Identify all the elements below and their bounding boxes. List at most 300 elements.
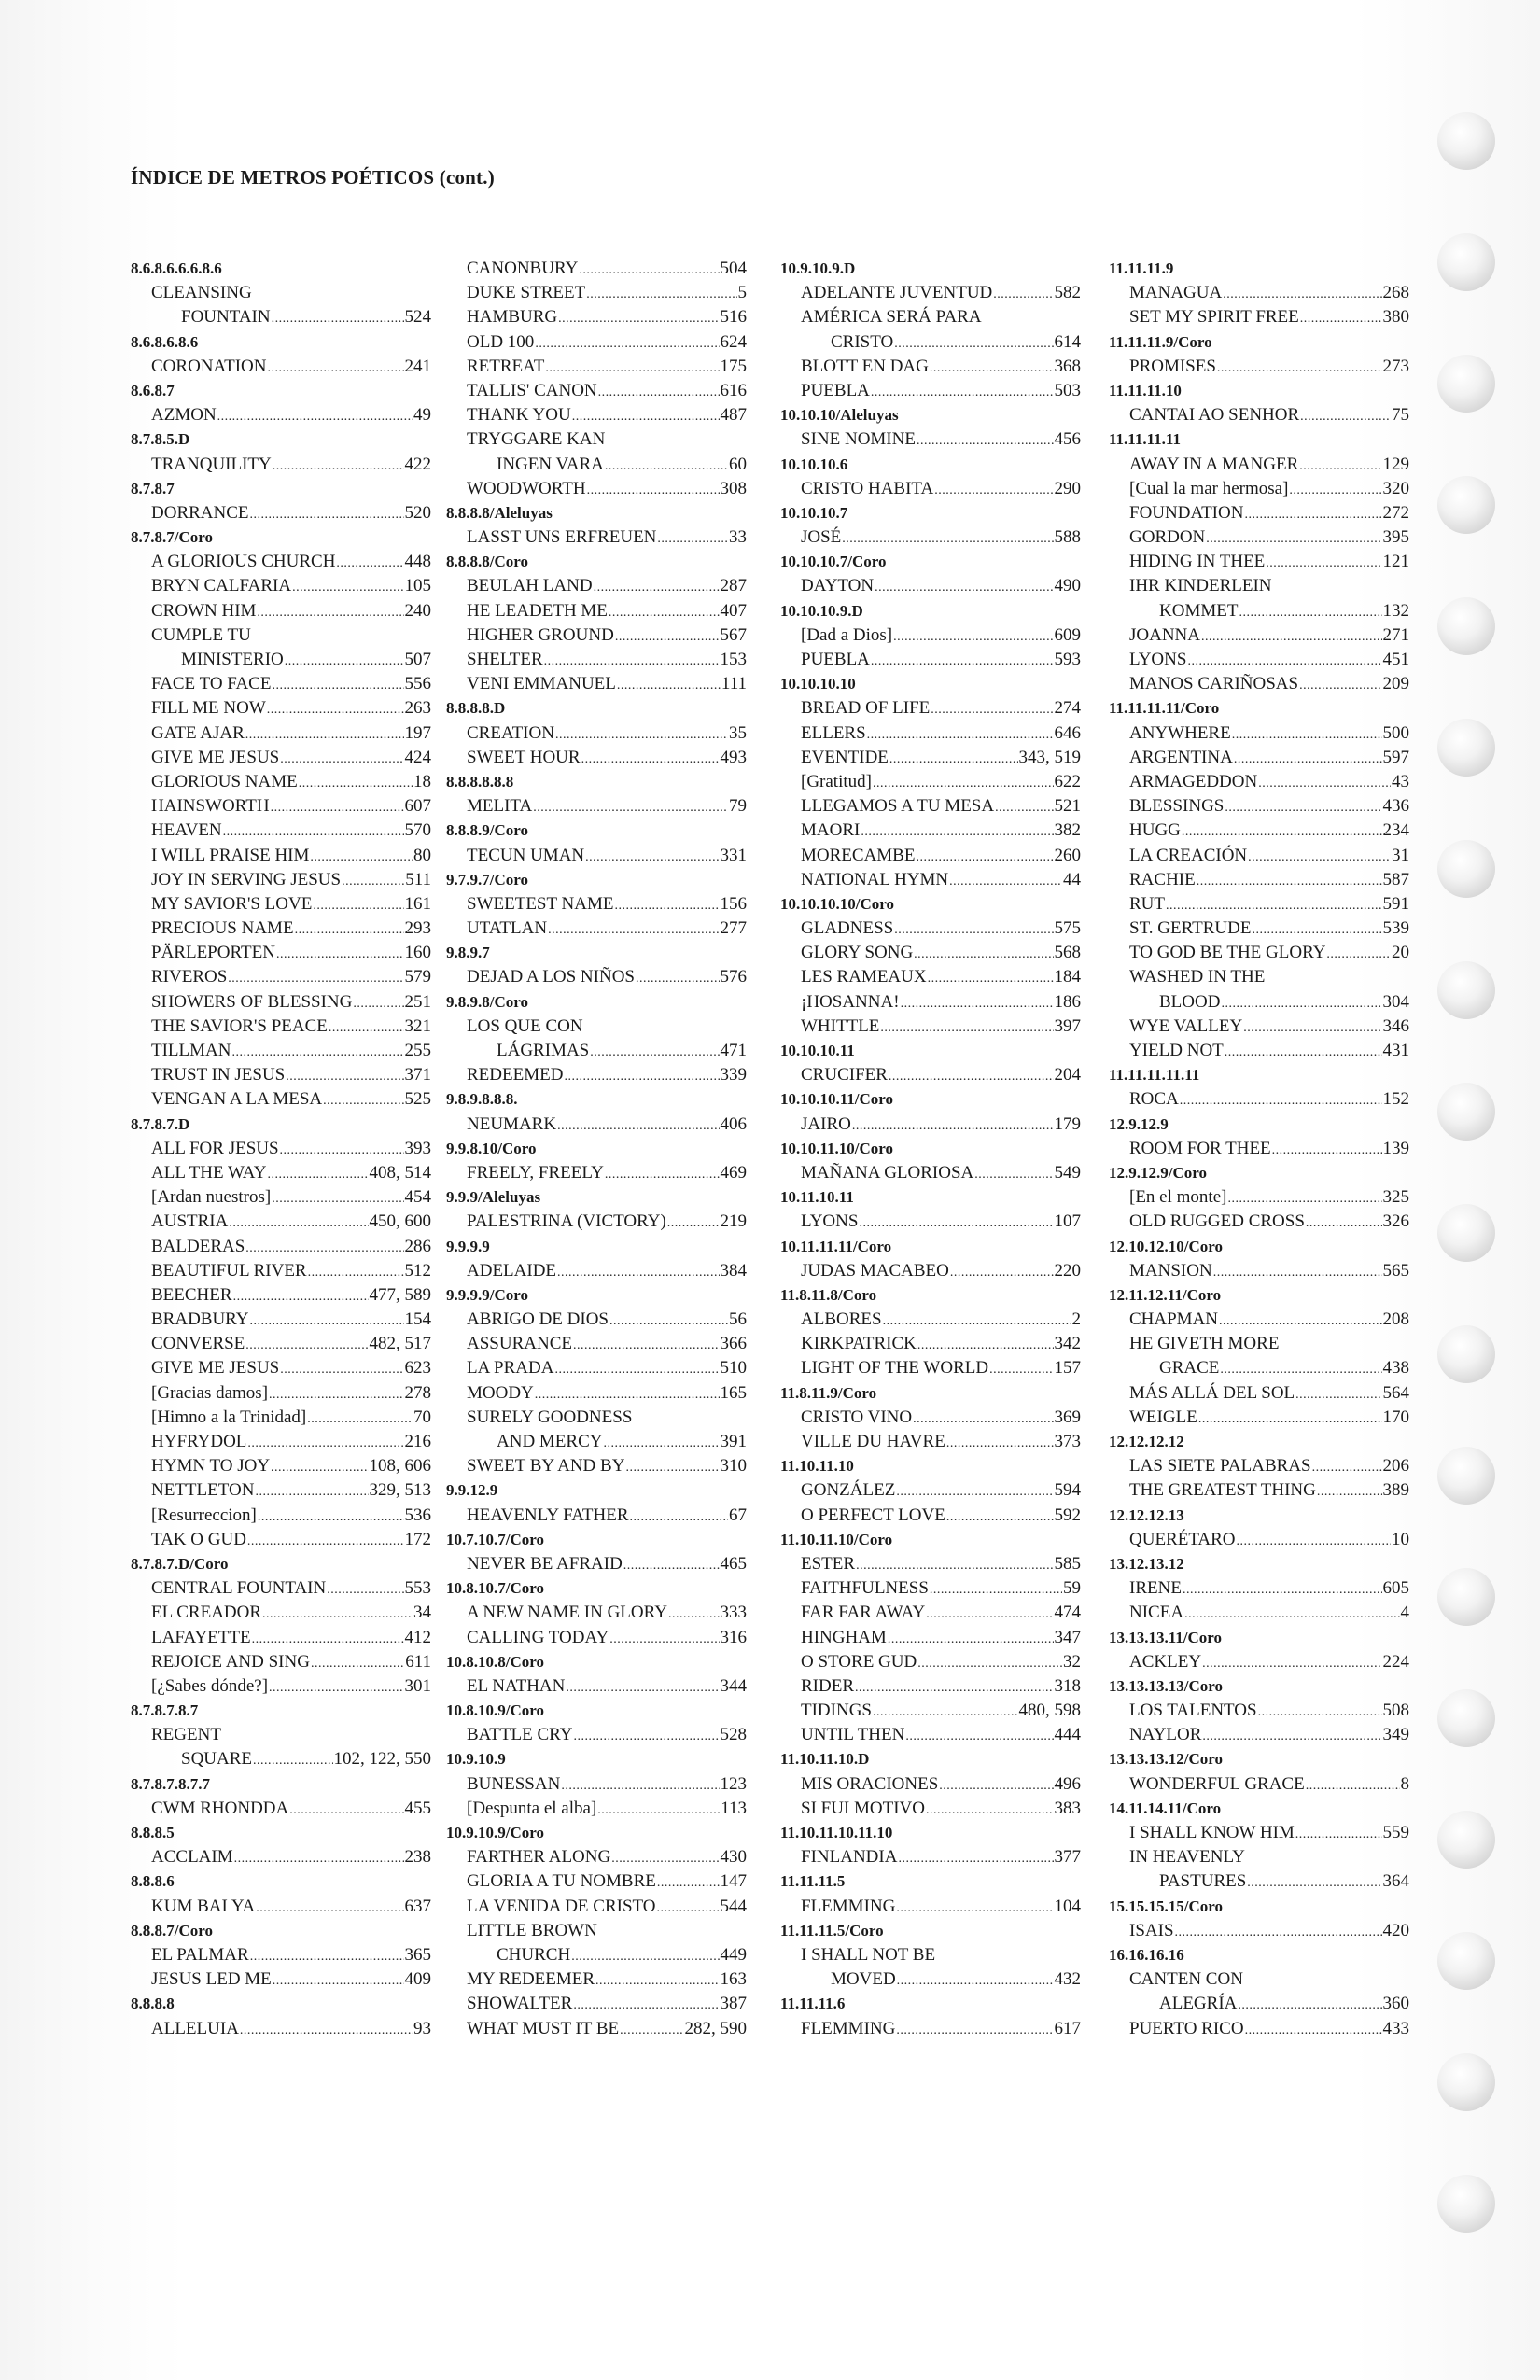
meter-heading: 10.10.10.11/Coro xyxy=(780,1090,894,1109)
dot-leader xyxy=(280,1137,404,1161)
tune-name: LAFAYETTE xyxy=(151,1627,251,1647)
hymn-number: 507 xyxy=(404,650,431,669)
meter-heading: 12.9.12.9 xyxy=(1109,1114,1169,1133)
hymn-number: 333 xyxy=(720,1603,747,1623)
hymn-number: 616 xyxy=(720,380,747,400)
index-entry xyxy=(1109,1454,1409,1478)
tune-name: HYFRYDOL xyxy=(151,1432,247,1451)
hymn-number: 251 xyxy=(404,991,431,1012)
index-entry xyxy=(446,1356,747,1380)
dot-leader xyxy=(245,1235,403,1259)
meter-heading: 11.8.11.9/Coro xyxy=(780,1383,877,1402)
tune-name: CHAPMAN xyxy=(1129,1309,1219,1330)
dot-leader xyxy=(285,648,404,672)
index-entry xyxy=(1109,990,1409,1015)
hymn-number: 325 xyxy=(1382,1187,1409,1208)
meter-heading: 12.12.12.13 xyxy=(1109,1505,1184,1524)
index-entry xyxy=(131,1674,431,1699)
hymn-number: 343, 519 xyxy=(1018,747,1081,767)
tune-name: CRISTO HABITA xyxy=(801,478,934,498)
index-entry xyxy=(131,1504,431,1528)
dot-leader xyxy=(873,1699,1018,1723)
index-entry xyxy=(780,1601,1081,1625)
hymn-number: 412 xyxy=(404,1627,431,1647)
meter-heading: 8.6.8.6.6.6.8.6 xyxy=(131,259,222,277)
index-entry xyxy=(1109,623,1409,648)
index-entry xyxy=(446,1601,747,1625)
index-entry xyxy=(131,1478,431,1503)
hymn-number: 308 xyxy=(720,478,747,498)
dot-leader xyxy=(1243,1015,1381,1039)
tune-name-continued: CLEANSING xyxy=(151,283,252,303)
index-entry xyxy=(446,525,747,550)
index-entry xyxy=(1109,403,1409,427)
hymn-number: 75 xyxy=(1392,405,1409,426)
hymn-number: 286 xyxy=(404,1236,431,1256)
index-entry xyxy=(1109,1259,1409,1283)
hymn-number: 35 xyxy=(729,722,747,743)
tune-name: HIDING IN THEE xyxy=(1129,552,1266,572)
dot-leader xyxy=(572,403,720,427)
index-entry xyxy=(1109,1039,1409,1063)
dot-leader xyxy=(1252,917,1381,941)
hymn-number: 587 xyxy=(1382,869,1409,889)
hymn-number: 622 xyxy=(1054,771,1081,791)
hymn-number: 431 xyxy=(1382,1041,1409,1060)
dot-leader xyxy=(605,453,728,477)
hymn-number: 588 xyxy=(1054,527,1081,548)
tune-name: AZMON xyxy=(151,405,217,426)
dot-leader xyxy=(1213,1259,1382,1283)
hymn-number: 206 xyxy=(1382,1456,1409,1477)
dot-leader xyxy=(535,330,719,355)
dot-leader xyxy=(229,1210,368,1234)
dot-leader xyxy=(1239,599,1381,623)
hymn-number: 593 xyxy=(1054,650,1081,669)
index-entry xyxy=(446,1308,747,1332)
tune-name: MANOS CARIÑOSAS xyxy=(1129,674,1299,694)
meter-heading: 8.7.8.7.8.7.7 xyxy=(131,1774,210,1793)
index-entry xyxy=(446,1869,747,1894)
tune-name: CROWN HIM xyxy=(151,600,257,621)
hymn-number: 617 xyxy=(1054,2018,1081,2038)
dot-leader xyxy=(1289,477,1381,501)
index-entry xyxy=(131,355,431,379)
hymn-number: 175 xyxy=(720,356,747,376)
tune-name: FINLANDIA xyxy=(801,1847,898,1868)
hymn-number: 454 xyxy=(404,1187,431,1208)
hymn-number: 282, 590 xyxy=(684,2018,747,2038)
hymn-number: 33 xyxy=(729,527,747,548)
tune-name: CRISTO xyxy=(831,331,894,352)
dot-leader xyxy=(258,1504,404,1528)
tune-name: HIGHER GROUND xyxy=(467,624,614,645)
tune-name: PALESTRINA (VICTORY) xyxy=(467,1211,666,1232)
dot-leader xyxy=(1312,1454,1382,1478)
dot-leader xyxy=(1272,1137,1382,1161)
meter-heading: 10.11.10.11 xyxy=(780,1188,854,1207)
dot-leader xyxy=(859,1210,1053,1234)
index-entry xyxy=(131,1895,431,1919)
index-entry xyxy=(131,1015,431,1039)
dot-leader xyxy=(611,1845,719,1869)
hymn-number: 347 xyxy=(1054,1627,1081,1647)
tune-name: BEAUTIFUL RIVER xyxy=(151,1260,307,1281)
dot-leader xyxy=(555,721,728,746)
index-entry xyxy=(131,1650,431,1674)
tune-name: JOSÉ xyxy=(801,527,842,548)
hymn-number: 504 xyxy=(720,259,747,278)
hymn-number: 395 xyxy=(1382,527,1409,548)
index-entry xyxy=(131,1210,431,1234)
meter-heading: 8.7.8.7.8.7 xyxy=(131,1701,199,1720)
tune-name: ABRIGO DE DIOS xyxy=(467,1309,609,1330)
index-entry xyxy=(780,525,1081,550)
meter-heading: 11.11.11.10 xyxy=(1109,381,1182,399)
index-entry xyxy=(446,1674,747,1699)
hymn-number: 132 xyxy=(1382,600,1409,621)
meter-heading: 11.10.11.10/Coro xyxy=(780,1530,893,1548)
index-entry xyxy=(446,746,747,770)
index-entry xyxy=(1109,1650,1409,1674)
hymn-number: 393 xyxy=(404,1138,431,1158)
hymn-number: 496 xyxy=(1054,1773,1081,1794)
hymn-number: 20 xyxy=(1392,943,1409,963)
binder-hole xyxy=(1437,355,1495,413)
meter-heading: 8.7.8.7/Coro xyxy=(131,528,213,547)
dot-leader xyxy=(946,1430,1054,1454)
index-entry xyxy=(1109,477,1409,501)
index-entry xyxy=(131,453,431,477)
tune-name: [Gracias damos] xyxy=(151,1382,269,1403)
dot-leader xyxy=(1299,672,1381,696)
meter-heading: 8.8.8.9/Coro xyxy=(446,821,528,840)
index-entry xyxy=(780,1356,1081,1380)
meter-heading: 10.11.11.11/Coro xyxy=(780,1237,892,1255)
hymn-number: 611 xyxy=(405,1651,431,1672)
hymn-number: 10 xyxy=(1392,1529,1409,1549)
tune-name-continued: CUMPLE TU xyxy=(151,624,251,645)
meter-heading: 11.11.11.11/Coro xyxy=(1109,699,1220,718)
hymn-number: 438 xyxy=(1382,1358,1409,1379)
index-column-4 xyxy=(1109,257,1409,2041)
dot-leader xyxy=(852,1113,1054,1137)
dot-leader xyxy=(1217,355,1382,379)
meter-heading: 10.10.11.10/Coro xyxy=(780,1139,894,1157)
dot-leader xyxy=(930,355,1054,379)
tune-name: THANK YOU xyxy=(467,405,571,426)
hymn-number: 369 xyxy=(1054,1407,1081,1427)
tune-name: JOANNA xyxy=(1129,624,1200,645)
tune-name: ¡HOSANNA! xyxy=(801,991,900,1012)
dot-leader xyxy=(286,1063,403,1087)
index-entry xyxy=(446,721,747,746)
tune-name: JOY IN SERVING JESUS xyxy=(151,869,342,889)
dot-leader xyxy=(993,281,1053,305)
tune-name: TAK O GUD xyxy=(151,1529,246,1549)
dot-leader xyxy=(234,1845,404,1869)
dot-leader xyxy=(636,965,720,989)
hymn-number: 160 xyxy=(404,943,431,963)
tune-name: MORECAMBE xyxy=(801,845,916,865)
index-entry xyxy=(1109,2017,1409,2041)
dot-leader xyxy=(571,1943,719,1967)
index-entry xyxy=(1109,550,1409,574)
tune-name: NEVER BE AFRAID xyxy=(467,1553,623,1574)
index-entry xyxy=(1109,305,1409,329)
dot-leader xyxy=(579,257,719,281)
index-entry xyxy=(780,794,1081,819)
index-entry xyxy=(780,1576,1081,1601)
hymn-number: 420 xyxy=(1382,1920,1409,1940)
dot-leader xyxy=(1180,1087,1382,1112)
index-entry xyxy=(780,770,1081,794)
dot-leader xyxy=(901,990,1054,1015)
dot-leader xyxy=(620,2017,683,2041)
hymn-number: 123 xyxy=(720,1773,747,1794)
index-entry xyxy=(780,1063,1081,1087)
tune-name: OLD RUGGED CROSS xyxy=(1129,1211,1305,1232)
tune-name: MANAGUA xyxy=(1129,283,1223,303)
dot-leader xyxy=(609,1308,728,1332)
tune-name: WEIGLE xyxy=(1129,1407,1197,1427)
dot-leader xyxy=(336,550,403,574)
index-entry xyxy=(780,648,1081,672)
dot-leader xyxy=(1295,1821,1382,1845)
tune-name: BALDERAS xyxy=(151,1236,245,1256)
tune-name: HEAVENLY FATHER xyxy=(467,1505,629,1525)
tune-name: LIGHT OF THE WORLD xyxy=(801,1358,989,1379)
hymn-number: 234 xyxy=(1382,820,1409,841)
hymn-number: 521 xyxy=(1054,796,1081,817)
hymn-number: 170 xyxy=(1382,1407,1409,1427)
index-entry xyxy=(780,1504,1081,1528)
dot-leader xyxy=(930,1576,1062,1601)
index-entry xyxy=(1109,1772,1409,1797)
hymn-number: 408, 514 xyxy=(369,1162,431,1183)
dot-leader xyxy=(269,1381,403,1406)
hymn-number: 59 xyxy=(1063,1578,1081,1599)
tune-name: ADELANTE JUVENTUD xyxy=(801,283,993,303)
hymn-number: 500 xyxy=(1382,722,1409,743)
tune-name-continued: LITTLE BROWN xyxy=(467,1920,597,1940)
tune-name: INGEN VARA xyxy=(497,454,604,474)
index-entry xyxy=(780,1161,1081,1185)
binder-hole xyxy=(1437,840,1495,898)
tune-name: HUGG xyxy=(1129,820,1181,841)
index-entry xyxy=(1109,1919,1409,1943)
index-entry xyxy=(446,1381,747,1406)
hymn-number: 391 xyxy=(720,1432,747,1451)
index-entry xyxy=(446,1430,747,1454)
tune-name: HYMN TO JOY xyxy=(151,1456,271,1477)
index-entry xyxy=(131,305,431,329)
meter-heading: 9.7.9.7/Coro xyxy=(446,870,528,889)
dot-leader xyxy=(307,1406,413,1430)
hymn-number: 220 xyxy=(1054,1260,1081,1281)
index-entry xyxy=(1109,501,1409,525)
hymn-number: 161 xyxy=(404,893,431,914)
hymn-number: 525 xyxy=(404,1089,431,1110)
binder-hole xyxy=(1437,719,1495,777)
index-entry xyxy=(1109,819,1409,843)
dot-leader xyxy=(897,1967,1054,1992)
binder-hole xyxy=(1437,476,1495,534)
dot-leader xyxy=(913,1406,1053,1430)
index-entry xyxy=(1109,355,1409,379)
hymn-number: 293 xyxy=(404,918,431,939)
hymn-number: 607 xyxy=(404,796,431,817)
dot-leader xyxy=(557,1259,719,1283)
index-entry xyxy=(131,892,431,917)
meter-heading: 9.8.9.8/Coro xyxy=(446,992,528,1011)
index-entry xyxy=(1109,1821,1409,1845)
hymn-number: 597 xyxy=(1382,747,1409,767)
hymn-number: 163 xyxy=(720,1969,747,1990)
tune-name: HAMBURG xyxy=(467,307,558,328)
meter-heading: 8.8.8.8 xyxy=(131,1995,175,2013)
meter-heading: 9.9.9.9 xyxy=(446,1237,490,1255)
index-entry xyxy=(1109,1356,1409,1380)
tune-name: [Cual la mar hermosa] xyxy=(1129,478,1289,498)
dot-leader xyxy=(544,648,720,672)
dot-leader xyxy=(231,1039,403,1063)
index-entry xyxy=(780,427,1081,452)
tune-name: GLADNESS xyxy=(801,918,894,939)
tune-name: KIRKPATRICK xyxy=(801,1334,917,1354)
index-entry xyxy=(780,379,1081,403)
meter-heading: 11.11.11.5 xyxy=(780,1872,846,1891)
tune-name: CREATION xyxy=(467,722,554,743)
index-entry xyxy=(780,1332,1081,1356)
dot-leader xyxy=(896,2017,1053,2041)
hymn-number: 290 xyxy=(1054,478,1081,498)
tune-name: LLEGAMOS A TU MESA xyxy=(801,796,995,817)
meter-heading: 8.8.8.8/Aleluyas xyxy=(446,503,553,522)
tune-name: ANYWHERE xyxy=(1129,722,1231,743)
dot-leader xyxy=(311,1650,404,1674)
hymn-number: 241 xyxy=(404,356,431,376)
index-entry xyxy=(780,1967,1081,1992)
dot-leader xyxy=(597,1797,720,1821)
hymn-number: 469 xyxy=(720,1162,747,1183)
hymn-number: 553 xyxy=(404,1578,431,1599)
dot-leader xyxy=(561,1772,719,1797)
hymn-number: 184 xyxy=(1054,967,1081,987)
hymn-number: 316 xyxy=(720,1627,747,1647)
meter-heading: 10.10.10.7/Coro xyxy=(780,553,887,571)
index-entry xyxy=(780,721,1081,746)
meter-heading: 10.9.10.9/Coro xyxy=(446,1824,544,1841)
tune-name: LAS SIETE PALABRAS xyxy=(1129,1456,1311,1477)
hymn-number: 224 xyxy=(1382,1651,1409,1672)
dot-leader xyxy=(289,1797,403,1821)
dot-leader xyxy=(268,1161,369,1185)
dot-leader xyxy=(273,453,404,477)
meter-heading: 8.7.8.7.D/Coro xyxy=(131,1554,229,1573)
meter-heading: 10.8.10.9/Coro xyxy=(446,1701,544,1720)
tune-name: ACKLEY xyxy=(1129,1651,1202,1672)
dot-leader xyxy=(603,1430,719,1454)
dot-leader xyxy=(917,1650,1062,1674)
index-entry xyxy=(131,1137,431,1161)
tune-name: BUNESSAN xyxy=(467,1773,561,1794)
index-entry xyxy=(446,355,747,379)
tune-name: GRACE xyxy=(1159,1358,1220,1379)
index-entry xyxy=(446,305,747,329)
dot-leader xyxy=(256,1895,403,1919)
index-entry xyxy=(1109,1381,1409,1406)
index-entry xyxy=(1109,746,1409,770)
hymn-number: 637 xyxy=(404,1896,431,1916)
tune-name: GORDON xyxy=(1129,527,1206,548)
index-column-2 xyxy=(446,257,747,2041)
dot-leader xyxy=(914,941,1053,965)
tune-name: DEJAD A LOS NIÑOS xyxy=(467,967,635,987)
hymn-number: 209 xyxy=(1382,674,1409,694)
tune-name: BREAD OF LIFE xyxy=(801,698,931,719)
meter-heading: 11.11.11.9/Coro xyxy=(1109,332,1212,351)
tune-name: HAINSWORTH xyxy=(151,796,270,817)
dot-leader xyxy=(585,844,719,868)
tune-name: EVENTIDE xyxy=(801,747,889,767)
tune-name: SHELTER xyxy=(467,650,543,669)
index-entry xyxy=(131,965,431,989)
tune-name: DORRANCE xyxy=(151,502,249,523)
index-entry xyxy=(446,1967,747,1992)
hymn-number: 147 xyxy=(720,1871,747,1892)
index-entry xyxy=(446,965,747,989)
tune-name-continued: IN HEAVENLY xyxy=(1129,1847,1245,1868)
index-entry xyxy=(446,844,747,868)
hymn-number: 508 xyxy=(1382,1701,1409,1721)
dot-leader xyxy=(262,1601,413,1625)
index-entry xyxy=(131,599,431,623)
dot-leader xyxy=(950,1259,1054,1283)
meter-heading: 10.10.10.11 xyxy=(780,1042,855,1059)
hymn-number: 493 xyxy=(720,747,747,767)
index-entry xyxy=(780,1723,1081,1747)
tune-name: ARMAGEDDON xyxy=(1129,771,1258,791)
dot-leader xyxy=(614,892,719,917)
dot-leader xyxy=(581,746,720,770)
hymn-number: 153 xyxy=(720,650,747,669)
binder-hole xyxy=(1437,1689,1495,1747)
hymn-number: 268 xyxy=(1382,283,1409,303)
tune-name: DAYTON xyxy=(801,576,875,596)
hymn-number: 204 xyxy=(1054,1065,1081,1085)
index-entry xyxy=(446,794,747,819)
index-entry xyxy=(780,1210,1081,1234)
index-entry xyxy=(131,770,431,794)
tune-name: AUSTRIA xyxy=(151,1211,229,1232)
index-entry xyxy=(780,1552,1081,1576)
hymn-number: 448 xyxy=(404,552,431,572)
tune-name: SWEET BY AND BY xyxy=(467,1456,625,1477)
tune-name: ESTER xyxy=(801,1553,856,1574)
hymn-number: 329, 513 xyxy=(369,1480,431,1501)
tune-name: [Himno a la Trinidad] xyxy=(151,1407,307,1427)
index-entry xyxy=(131,1747,431,1771)
hymn-number: 510 xyxy=(720,1358,747,1379)
meter-heading: 12.9.12.9/Coro xyxy=(1109,1163,1207,1182)
binder-hole xyxy=(1437,1447,1495,1505)
meter-heading: 9.9.8.10/Coro xyxy=(446,1139,537,1157)
index-entry xyxy=(446,892,747,917)
tune-name: THE SAVIOR'S PEACE xyxy=(151,1015,328,1036)
hymn-number: 455 xyxy=(404,1798,431,1818)
dot-leader xyxy=(894,330,1053,355)
